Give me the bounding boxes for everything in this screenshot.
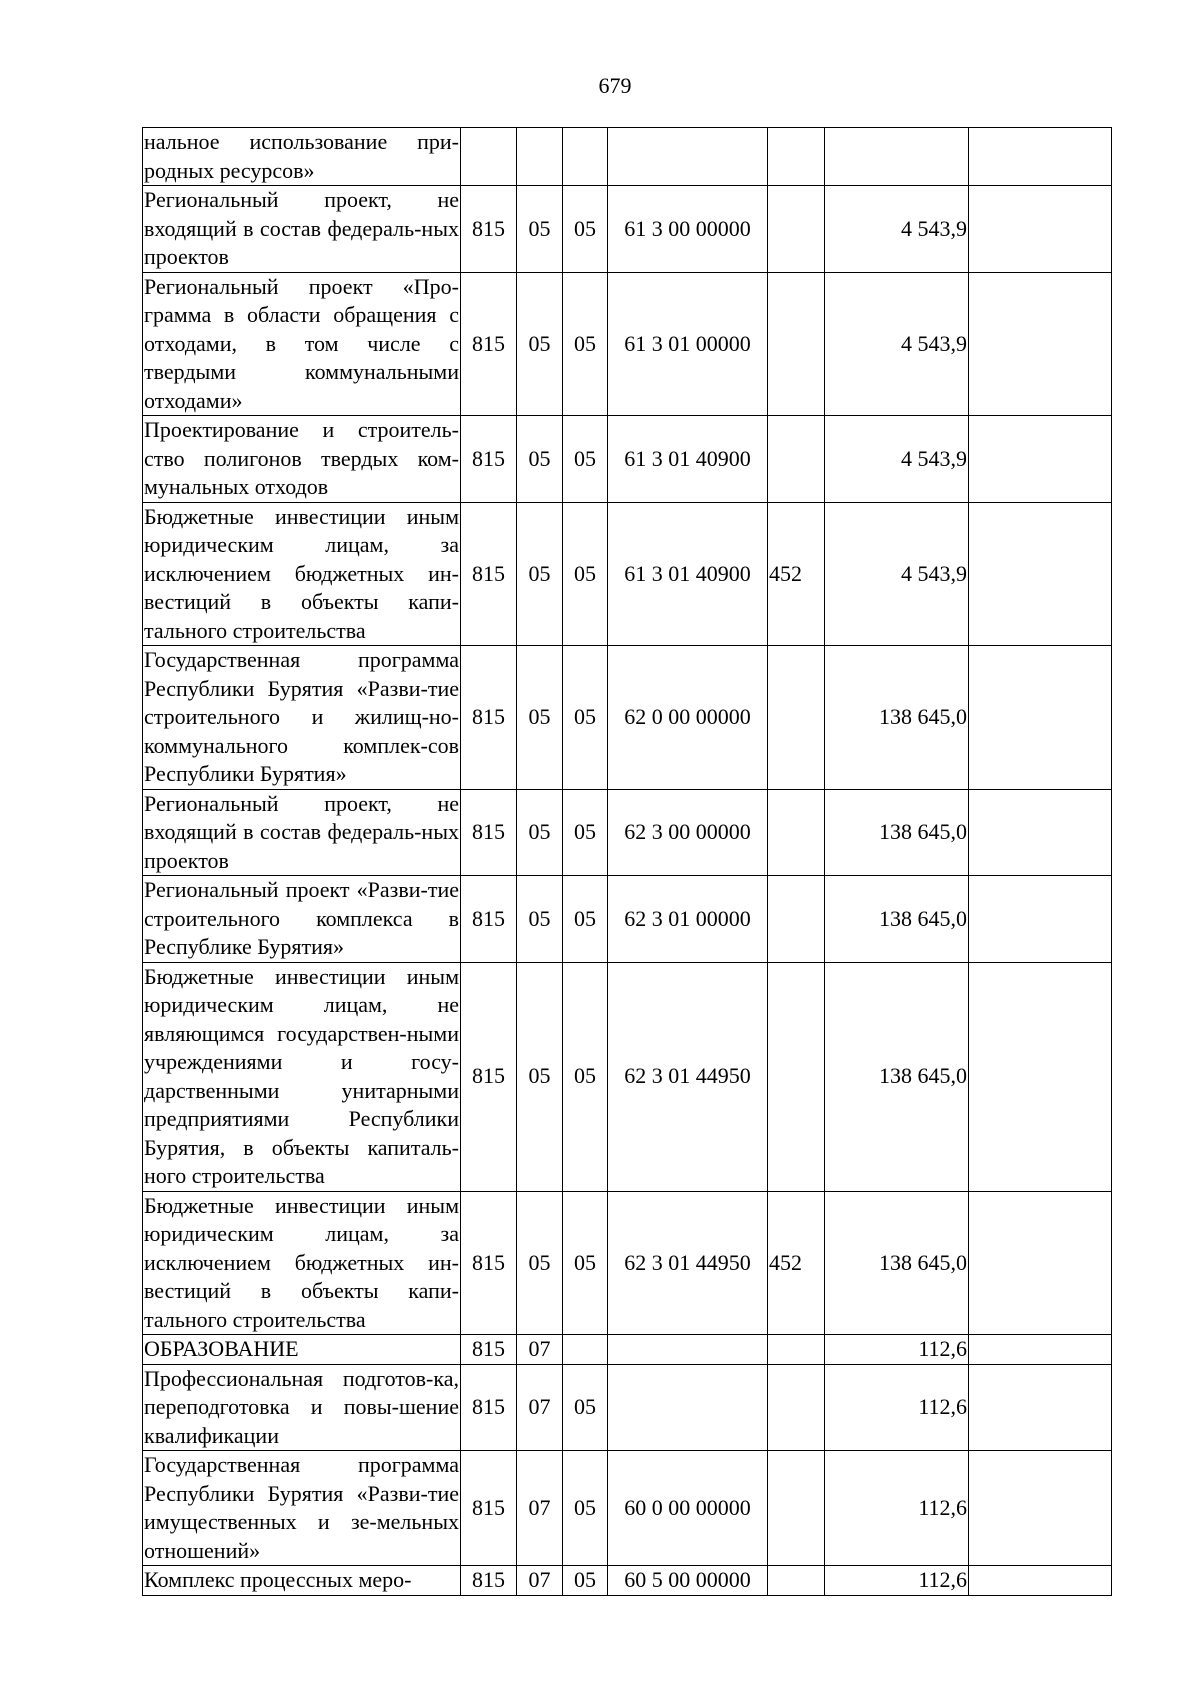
- empty-cell: [969, 876, 1112, 963]
- empty-cell: [969, 186, 1112, 273]
- table-row: [143, 128, 1112, 186]
- amount-cell: 138 645,0: [825, 1191, 969, 1335]
- table-row: [143, 646, 1112, 790]
- section-cell: 05: [517, 876, 563, 963]
- amount-cell: 112,6: [825, 1364, 969, 1451]
- table-row: [143, 789, 1112, 876]
- row-description: Региональный проект, не входящий в состав федераль-ных проектов: [143, 186, 461, 273]
- table-row: [143, 416, 1112, 503]
- section-cell: 05: [517, 789, 563, 876]
- amount-cell: [825, 128, 969, 186]
- subsection-cell: 05: [563, 1566, 608, 1596]
- target-article-cell: 60 0 00 00000: [608, 1451, 768, 1566]
- expense-type-cell: [768, 272, 825, 416]
- section-cell: 07: [517, 1451, 563, 1566]
- expense-type-cell: [768, 1451, 825, 1566]
- expense-type-cell: 452: [768, 1191, 825, 1335]
- amount-cell: 112,6: [825, 1451, 969, 1566]
- section-cell: 07: [517, 1335, 563, 1365]
- grbs-cell: 815: [461, 1364, 517, 1451]
- table-row: [143, 876, 1112, 963]
- table-row: [143, 1191, 1112, 1335]
- subsection-cell: [563, 128, 608, 186]
- table-row: [143, 272, 1112, 416]
- target-article-cell: [608, 1364, 768, 1451]
- row-description: Бюджетные инвестиции иным юридическим лицам, за исключением бюджетных ин-вестиций в объекты капи-тального строительства: [143, 1191, 461, 1335]
- subsection-cell: 05: [563, 1451, 608, 1566]
- subsection-cell: 05: [563, 646, 608, 790]
- row-description: Проектирование и строитель-ство полигонов твердых ком-мунальных отходов: [143, 416, 461, 503]
- empty-cell: [969, 416, 1112, 503]
- row-description: Бюджетные инвестиции иным юридическим лицам, за исключением бюджетных ин-вестиций в объекты капи-тального строительства: [143, 502, 461, 646]
- subsection-cell: 05: [563, 1191, 608, 1335]
- grbs-cell: 815: [461, 272, 517, 416]
- grbs-cell: 815: [461, 502, 517, 646]
- row-description: ОБРАЗОВАНИЕ: [143, 1335, 461, 1365]
- target-article-cell: [608, 128, 768, 186]
- subsection-cell: 05: [563, 789, 608, 876]
- grbs-cell: 815: [461, 962, 517, 1191]
- amount-cell: 138 645,0: [825, 876, 969, 963]
- table-row: [143, 1364, 1112, 1451]
- grbs-cell: 815: [461, 1191, 517, 1335]
- expense-type-cell: [768, 646, 825, 790]
- subsection-cell: 05: [563, 876, 608, 963]
- row-description: Профессиональная подготов-ка, переподготовка и повы-шение квалификации: [143, 1364, 461, 1451]
- expense-type-cell: [768, 962, 825, 1191]
- grbs-cell: 815: [461, 186, 517, 273]
- grbs-cell: 815: [461, 646, 517, 790]
- table-row: [143, 502, 1112, 646]
- empty-cell: [969, 1335, 1112, 1365]
- expense-type-cell: [768, 1364, 825, 1451]
- target-article-cell: [608, 1335, 768, 1365]
- target-article-cell: 61 3 01 40900: [608, 416, 768, 503]
- section-cell: 05: [517, 272, 563, 416]
- amount-cell: 112,6: [825, 1335, 969, 1365]
- empty-cell: [969, 1364, 1112, 1451]
- grbs-cell: 815: [461, 1451, 517, 1566]
- empty-cell: [969, 1566, 1112, 1596]
- target-article-cell: 62 3 01 44950: [608, 1191, 768, 1335]
- empty-cell: [969, 128, 1112, 186]
- empty-cell: [969, 1451, 1112, 1566]
- grbs-cell: 815: [461, 416, 517, 503]
- subsection-cell: 05: [563, 416, 608, 503]
- amount-cell: 4 543,9: [825, 416, 969, 503]
- grbs-cell: [461, 128, 517, 186]
- target-article-cell: 61 3 01 00000: [608, 272, 768, 416]
- subsection-cell: 05: [563, 186, 608, 273]
- section-cell: 07: [517, 1364, 563, 1451]
- page-number: 679: [598, 73, 632, 98]
- section-cell: 05: [517, 1191, 563, 1335]
- empty-cell: [969, 502, 1112, 646]
- table-row: [143, 1335, 1112, 1365]
- row-description: Государственная программа Республики Бурятия «Разви-тие строительного и жилищ-но-коммунального комплек-сов Республики Бурятия»: [143, 646, 461, 790]
- empty-cell: [969, 272, 1112, 416]
- section-cell: 05: [517, 962, 563, 1191]
- empty-cell: [969, 962, 1112, 1191]
- row-description: Региональный проект «Про-грамма в области обращения с отходами, в том числе с твердыми коммунальными отходами»: [143, 272, 461, 416]
- row-description: Региональный проект, не входящий в состав федераль-ных проектов: [143, 789, 461, 876]
- target-article-cell: 60 5 00 00000: [608, 1566, 768, 1596]
- section-cell: 05: [517, 416, 563, 503]
- row-description: Бюджетные инвестиции иным юридическим лицам, не являющимся государствен-ными учреждениями и госу-дарственными унитарными предприятиями Республики Бурятия, в объекты капиталь-ного строительства: [143, 962, 461, 1191]
- table-row: [143, 962, 1112, 1191]
- subsection-cell: 05: [563, 1364, 608, 1451]
- section-cell: [517, 128, 563, 186]
- amount-cell: 4 543,9: [825, 186, 969, 273]
- subsection-cell: [563, 1335, 608, 1365]
- amount-cell: 138 645,0: [825, 646, 969, 790]
- target-article-cell: 61 3 01 40900: [608, 502, 768, 646]
- grbs-cell: 815: [461, 1335, 517, 1365]
- expense-type-cell: [768, 128, 825, 186]
- empty-cell: [969, 789, 1112, 876]
- section-cell: 05: [517, 502, 563, 646]
- target-article-cell: 62 3 01 44950: [608, 962, 768, 1191]
- row-description: Комплекс процессных меро-: [143, 1566, 461, 1596]
- table-row: [143, 186, 1112, 273]
- amount-cell: 138 645,0: [825, 789, 969, 876]
- section-cell: 05: [517, 646, 563, 790]
- row-description: Региональный проект «Разви-тие строительного комплекса в Республике Бурятия»: [143, 876, 461, 963]
- subsection-cell: 05: [563, 272, 608, 416]
- subsection-cell: 05: [563, 962, 608, 1191]
- table-row: [143, 1566, 1112, 1596]
- target-article-cell: 62 3 00 00000: [608, 789, 768, 876]
- amount-cell: 138 645,0: [825, 962, 969, 1191]
- expense-type-cell: [768, 416, 825, 503]
- expense-type-cell: [768, 1335, 825, 1365]
- row-description: Государственная программа Республики Бурятия «Разви-тие имущественных и зе-мельных отношений»: [143, 1451, 461, 1566]
- grbs-cell: 815: [461, 876, 517, 963]
- amount-cell: 112,6: [825, 1566, 969, 1596]
- grbs-cell: 815: [461, 789, 517, 876]
- amount-cell: 4 543,9: [825, 502, 969, 646]
- amount-cell: 4 543,9: [825, 272, 969, 416]
- expense-type-cell: [768, 186, 825, 273]
- table-row: [143, 1451, 1112, 1566]
- expense-type-cell: 452: [768, 502, 825, 646]
- expense-type-cell: [768, 1566, 825, 1596]
- subsection-cell: 05: [563, 502, 608, 646]
- target-article-cell: 62 3 01 00000: [608, 876, 768, 963]
- row-description: нальное использование при-родных ресурсов»: [143, 128, 461, 186]
- target-article-cell: 61 3 00 00000: [608, 186, 768, 273]
- expense-type-cell: [768, 876, 825, 963]
- target-article-cell: 62 0 00 00000: [608, 646, 768, 790]
- expense-type-cell: [768, 789, 825, 876]
- budget-table: [142, 127, 1112, 1596]
- section-cell: 07: [517, 1566, 563, 1596]
- grbs-cell: 815: [461, 1566, 517, 1596]
- section-cell: 05: [517, 186, 563, 273]
- empty-cell: [969, 1191, 1112, 1335]
- empty-cell: [969, 646, 1112, 790]
